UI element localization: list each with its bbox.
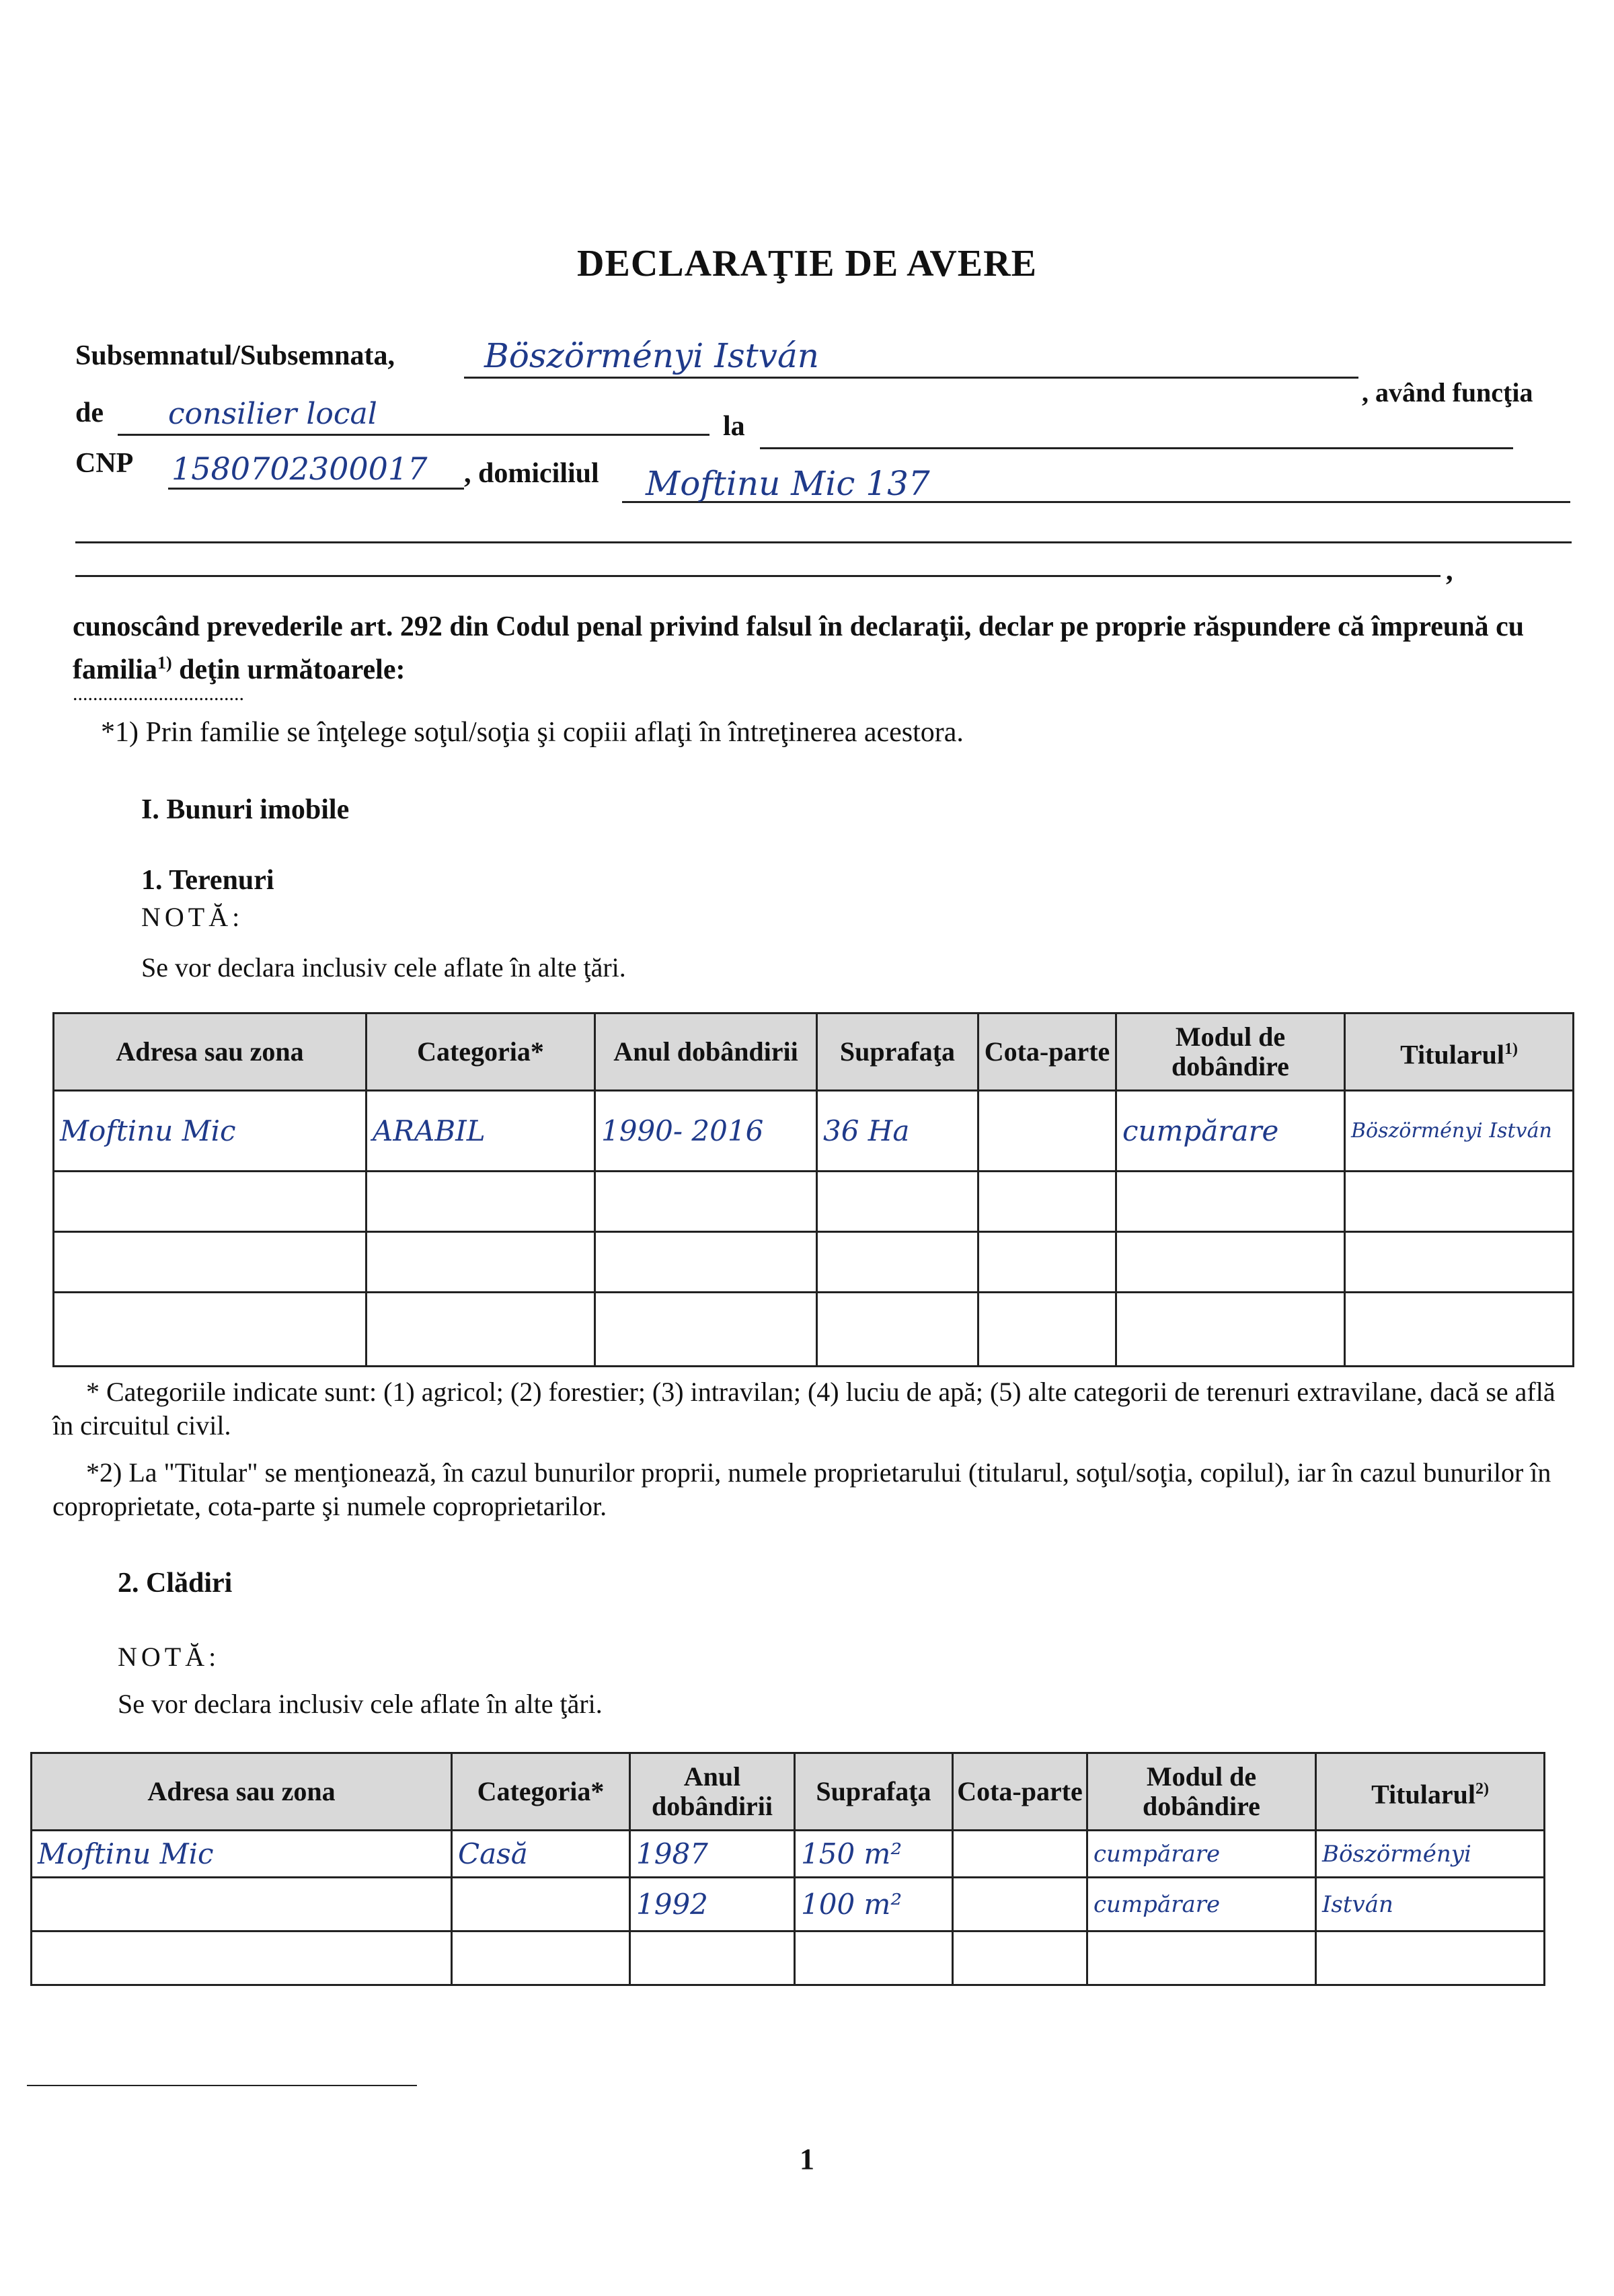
table-cell: Moftinu Mic <box>32 1831 452 1878</box>
cladiri-header-row <box>32 1753 1545 1831</box>
table-row <box>54 1172 1574 1232</box>
table-cell: Böszörményi István <box>1345 1091 1574 1172</box>
table-cell <box>1087 1931 1316 1985</box>
col-categoria: Categoria* <box>367 1013 595 1091</box>
col-titularul-label: Titularul <box>1371 1779 1475 1810</box>
table-cell: cumpărare <box>1116 1091 1345 1172</box>
col-modul: Modul de dobândire <box>1116 1013 1345 1091</box>
col-titularul-sup: 2) <box>1475 1780 1489 1798</box>
family-footnote: *1) Prin familie se înţelege soţul/soţia şi copiii aflaţi în întreţinerea acestora. <box>101 717 964 748</box>
table-cell <box>795 1931 953 1985</box>
table-cell <box>1345 1232 1574 1293</box>
col-titularul-label: Titularul <box>1400 1039 1504 1070</box>
cladiri-table <box>30 1752 1545 1986</box>
table-row <box>54 1232 1574 1293</box>
table-cell <box>54 1293 367 1367</box>
section-bunuri-imobile-title: I. Bunuri imobile <box>141 794 350 825</box>
cnp-value: 1580702300017 <box>171 451 428 487</box>
address-continuation-line <box>75 541 1572 543</box>
table-cell: 100 m² <box>795 1878 953 1931</box>
cnp-label: CNP <box>75 448 134 479</box>
col-modul: Modul de dobândire <box>1087 1753 1316 1831</box>
table-cell <box>817 1172 978 1232</box>
table-cell: Moftinu Mic <box>54 1091 367 1172</box>
table-cell: István <box>1316 1878 1545 1931</box>
col-adresa: Adresa sau zona <box>54 1013 367 1091</box>
terenuri-title: 1. Terenuri <box>141 865 274 896</box>
table-cell <box>953 1831 1087 1878</box>
table-cell <box>367 1232 595 1293</box>
table-cell <box>452 1931 630 1985</box>
footnote-separator <box>27 2085 417 2086</box>
table-cell <box>630 1931 795 1985</box>
table-cell: Casă <box>452 1831 630 1878</box>
table-cell: cumpărare <box>1087 1831 1316 1878</box>
table-cell <box>595 1232 817 1293</box>
table-cell <box>367 1293 595 1367</box>
table-row <box>54 1293 1574 1367</box>
terenuri-nota: NOTĂ: <box>141 902 244 932</box>
table-cell <box>978 1232 1116 1293</box>
table-cell <box>54 1172 367 1232</box>
col-titularul <box>1345 1013 1574 1091</box>
table-row <box>32 1831 1545 1878</box>
cladiri-title: 2. Clădiri <box>118 1568 233 1599</box>
la-label: la <box>723 411 745 442</box>
titular-footnote: *2) La "Titular" se menţionează, în cazul bunurilor proprii, numele proprietarului (titularul, soţul/soţia, copilul), iar în cazul bunurilor în coproprietate, cota-parte şi numele coproprietarilor. <box>52 1457 1551 1521</box>
intro-dots: .................................. <box>73 683 244 705</box>
table-cell <box>953 1878 1087 1931</box>
table-cell <box>1116 1293 1345 1367</box>
la-underline <box>760 447 1513 449</box>
name-underline <box>464 377 1358 379</box>
terenuri-table <box>52 1012 1574 1367</box>
table-cell: Böszörményi <box>1316 1831 1545 1878</box>
table-row <box>54 1091 1574 1172</box>
terenuri-nota-text: Se vor declara inclusiv cele aflate în alte ţări. <box>141 952 626 983</box>
domiciliul-value: Moftinu Mic 137 <box>646 464 930 503</box>
intro-text: cunoscând prevederile art. 292 din Codul penal privind falsul în declaraţii, declar pe proprie răspundere că împreună cu familia <box>73 611 1525 685</box>
col-cota-parte: Cota-parte <box>978 1013 1116 1091</box>
table-cell <box>1116 1172 1345 1232</box>
categorii-footnote: * Categoriile indicate sunt: (1) agricol; (2) forestier; (3) intravilan; (4) luciu de apă; (5) alte categorii de terenuri extravilane, dacă se află în circuitul civil. <box>52 1377 1555 1441</box>
table-cell <box>32 1931 452 1985</box>
table-cell: ARABIL <box>367 1091 595 1172</box>
table-cell: 36 Ha <box>817 1091 978 1172</box>
table-cell <box>817 1232 978 1293</box>
subsemnatul-label: Subsemnatul/Subsemnata, <box>75 340 395 371</box>
col-categoria: Categoria* <box>452 1753 630 1831</box>
document-title: DECLARAŢIE DE AVERE <box>577 243 1037 284</box>
col-anul: Anul dobândirii <box>630 1753 795 1831</box>
intro-paragraph <box>73 609 1552 688</box>
cladiri-nota: NOTĂ: <box>118 1642 221 1672</box>
avand-functia-label: , având funcţia <box>1362 377 1533 408</box>
page-number: 1 <box>800 2143 814 2176</box>
table-cell: 1987 <box>630 1831 795 1878</box>
table-cell <box>1345 1172 1574 1232</box>
table-cell: cumpărare <box>1087 1878 1316 1931</box>
table-row <box>32 1878 1545 1931</box>
table-cell <box>1316 1931 1545 1985</box>
table-cell <box>367 1172 595 1232</box>
table-cell <box>595 1172 817 1232</box>
col-suprafata: Suprafaţa <box>795 1753 953 1831</box>
table-cell <box>1116 1232 1345 1293</box>
table-row <box>32 1931 1545 1985</box>
col-cota-parte: Cota-parte <box>953 1753 1087 1831</box>
table-cell: 150 m² <box>795 1831 953 1878</box>
functia-value: consilier local <box>168 397 377 431</box>
domiciliul-label: , domiciliul <box>464 458 599 489</box>
address-comma: , <box>1446 556 1453 586</box>
table-cell: 1990- 2016 <box>595 1091 817 1172</box>
col-adresa: Adresa sau zona <box>32 1753 452 1831</box>
functia-underline <box>118 434 709 436</box>
declarant-name: Böszörményi István <box>484 336 819 375</box>
table-cell <box>452 1878 630 1931</box>
table-cell <box>32 1878 452 1931</box>
cnp-underline <box>168 488 464 490</box>
col-suprafata: Suprafaţa <box>817 1013 978 1091</box>
address-continuation-line-2 <box>75 575 1440 577</box>
col-titularul <box>1316 1753 1545 1831</box>
terenuri-header-row <box>54 1013 1574 1091</box>
de-label: de <box>75 397 104 428</box>
table-cell <box>817 1293 978 1367</box>
col-anul: Anul dobândirii <box>595 1013 817 1091</box>
col-titularul-sup: 1) <box>1504 1040 1518 1058</box>
table-cell <box>54 1232 367 1293</box>
table-cell <box>595 1293 817 1367</box>
cladiri-nota-text: Se vor declara inclusiv cele aflate în alte ţări. <box>118 1689 603 1719</box>
table-cell <box>978 1293 1116 1367</box>
table-cell <box>978 1172 1116 1232</box>
intro-sup: 1) <box>157 653 172 673</box>
table-cell: 1992 <box>630 1878 795 1931</box>
table-cell <box>953 1931 1087 1985</box>
table-cell <box>978 1091 1116 1172</box>
intro-text-end: deţin următoarele: <box>171 654 406 685</box>
table-cell <box>1345 1293 1574 1367</box>
